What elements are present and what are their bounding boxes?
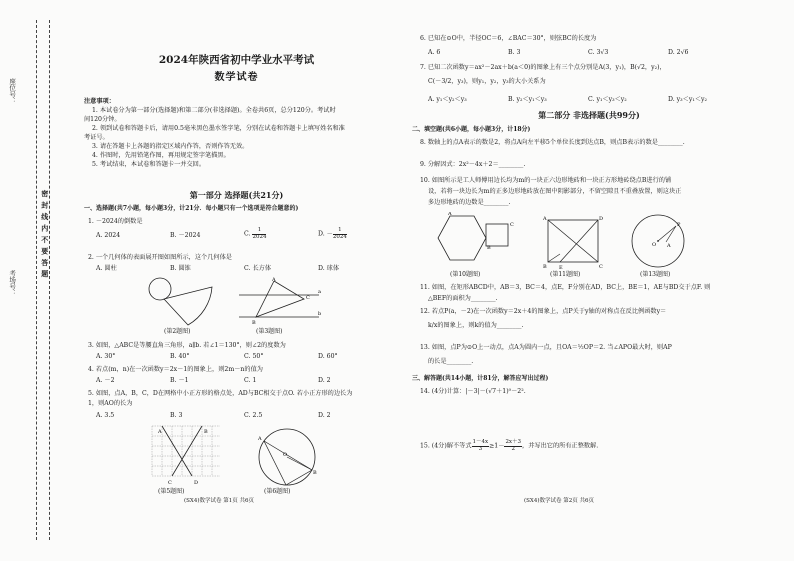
fig3-triangle-parallel bbox=[234, 275, 324, 327]
q2-option-d: D. 球体 bbox=[318, 265, 340, 272]
q7-option-d: D. y₃＜y₁＜y₂ bbox=[668, 96, 707, 103]
q4-option-b: B. －1 bbox=[170, 377, 189, 384]
q14-stem: 14. (4分)计算：|－3|－(√7＋1)⁰－2². bbox=[420, 388, 526, 395]
fig10-caption: (第10题图) bbox=[450, 271, 481, 278]
q4-option-a: A. －2 bbox=[96, 377, 115, 384]
q1-option-a: A. 2024 bbox=[96, 232, 121, 239]
q3-option-d: D. 60° bbox=[318, 353, 338, 360]
q13-line: 的长是________. bbox=[428, 358, 474, 365]
q7-option-b: B. y₂＜y₁＜y₃ bbox=[508, 96, 547, 103]
svg-text:A: A bbox=[258, 436, 262, 442]
fig5-grid bbox=[150, 424, 222, 486]
q5-option-d: D. 2 bbox=[318, 412, 331, 419]
exam-title: 2024年陕西省初中学业水平考试 bbox=[158, 54, 315, 66]
q11-line: △BEF的面积为________. bbox=[428, 295, 498, 302]
notes-heading: 注意事项： bbox=[84, 98, 115, 105]
q5-option-a: A. 3.5 bbox=[96, 412, 115, 419]
q5-option-b: B. 3 bbox=[170, 412, 183, 419]
page-footer-1: (SX4)数学试卷 第1页 共6页 bbox=[184, 498, 254, 504]
q2-option-a: A. 圆柱 bbox=[96, 265, 117, 272]
part1-heading: 第一部分 选择题(共21分) bbox=[189, 190, 284, 200]
q5-stem: 5. 如图，点A，B，C，D在网格中小正方形的格点处，AD与BC相交于点O. 若小正方形的边长为 bbox=[88, 390, 353, 397]
section1-heading: 一、选择题(共7小题，每小题3分，计21分．每小题只有一个选项是符合题意的) bbox=[84, 205, 299, 212]
svg-text:A: A bbox=[543, 216, 547, 222]
q13-line: 13. 如图，点P为⊙O上一动点，点A为圆内一点，且OA＝½OP＝2. 当∠APO最大时，则AP bbox=[420, 344, 672, 351]
page-footer-2: (SX4)数学试卷 第2页 共6页 bbox=[524, 498, 594, 504]
fig6-circle bbox=[256, 426, 318, 488]
q2-option-b: B. 圆锥 bbox=[170, 265, 191, 272]
note-line: 5. 考试结束，本试卷和答题卡一并交回。 bbox=[92, 161, 206, 168]
seal-warning: 密 封 线 内 不 要 答 题 bbox=[40, 190, 50, 279]
q5-option-c: C. 2.5 bbox=[244, 412, 263, 419]
q10-line: 多边形地砖的边数是________. bbox=[428, 199, 511, 206]
fig13-caption: (第13题图) bbox=[640, 271, 671, 278]
fig10-hexagon-square bbox=[430, 212, 530, 270]
q2-option-c: C. 长方体 bbox=[244, 265, 272, 272]
fig2-caption: (第2题图) bbox=[164, 328, 191, 335]
q12-line: 12. 若点P(a，－2)在一次函数y＝2x＋4的图象上，点P关于y轴的对称点在反比例函数y＝ bbox=[420, 308, 667, 315]
q5-stem-cont: 1，则AO的长为 bbox=[88, 400, 133, 407]
svg-text:O: O bbox=[283, 452, 288, 458]
seal-line-inner bbox=[49, 20, 50, 540]
q4-stem: 4. 若点(m，n)在一次函数y＝2x－1的图象上，则2m－n的值为 bbox=[88, 366, 263, 373]
q6-option-b: B. 3 bbox=[508, 49, 521, 56]
q8-stem: 8. 数轴上的点A表示的数是2，将点A向左平移5个单位长度到达点B，则点B表示的数是________. bbox=[420, 139, 685, 146]
q7-option-c: C. y₁＜y₃＜y₂ bbox=[588, 96, 627, 103]
fig2-cone-net bbox=[142, 275, 222, 327]
q6-option-a: A. 6 bbox=[428, 49, 441, 56]
q1-option-c: C. $\frac{1}{2024}$ bbox=[244, 227, 267, 240]
svg-text:C: C bbox=[306, 295, 310, 301]
svg-text:D: D bbox=[599, 216, 604, 222]
section3-heading: 三、解答题(共14小题，计81分，解答应写出过程) bbox=[412, 375, 549, 382]
fig13-circle bbox=[628, 212, 690, 270]
q3-option-b: B. 40° bbox=[170, 353, 190, 360]
svg-text:P: P bbox=[677, 222, 681, 228]
svg-text:C: C bbox=[599, 264, 603, 270]
svg-text:A: A bbox=[448, 212, 452, 217]
fig5-caption: (第5题图) bbox=[158, 488, 185, 495]
svg-text:E: E bbox=[559, 265, 563, 270]
q6-option-d: D. 2√6 bbox=[668, 49, 689, 56]
seal-line bbox=[36, 20, 37, 540]
fig3-caption: (第3题图) bbox=[256, 328, 283, 335]
q2-stem: 2. 一个几何体的表面展开图如图所示，这个几何体是 bbox=[88, 254, 232, 261]
q10-line: 10. 如图所示是工人师傅用边长均为m的一块正六边形地砖和一块正方形地砖绕点B进行的铺 bbox=[420, 177, 672, 184]
q3-option-a: A. 30° bbox=[96, 353, 116, 360]
svg-text:B: B bbox=[313, 470, 317, 476]
q1-option-b: B. －2024 bbox=[170, 232, 201, 239]
fig11-rectangle bbox=[542, 214, 604, 270]
q7-stem-cont: C(－3/2，y₃)，则y₁，y₂，y₃的大小关系为 bbox=[428, 78, 546, 85]
q6-option-c: C. 3√3 bbox=[588, 49, 609, 56]
note-line: 4. 作图时，先用铅笔作图，再用规定签字笔描黑。 bbox=[92, 152, 230, 159]
section2-heading: 二、填空题(共6小题，每小题3分，计18分) bbox=[412, 126, 531, 133]
binding-margin bbox=[0, 0, 62, 561]
note-line: 3. 请在答题卡上各题的指定区域内作答，否则作答无效。 bbox=[92, 143, 249, 150]
fig11-caption: (第11题图) bbox=[550, 271, 581, 278]
q12-line: k/x的图象上，则k的值为________. bbox=[428, 322, 524, 329]
svg-text:A: A bbox=[158, 429, 162, 435]
svg-text:a: a bbox=[318, 289, 321, 295]
q15-stem: 15. (4分)解不等式 $\frac{1-4x}{3}$ ≥1－ $\frac{2x+3}{2}$ ，并写出它的所有正整数解. bbox=[420, 439, 599, 452]
svg-text:A: A bbox=[667, 243, 671, 249]
note-line: 考证号。 bbox=[84, 134, 109, 141]
svg-text:B: B bbox=[204, 429, 208, 435]
q7-stem: 7. 已知二次函数y＝ax²－2ax＋b(a＜0)的图象上有三个点分别是A(3，y₁)，B(√2，y₂)， bbox=[420, 64, 666, 71]
q4-option-d: D. 2 bbox=[318, 377, 331, 384]
q3-option-c: C. 50° bbox=[244, 353, 264, 360]
q3-stem: 3. 如图，△ABC是等腰直角三角形，a∥b. 若∠1＝130°，则∠2的度数为 bbox=[88, 342, 286, 349]
svg-text:C: C bbox=[168, 480, 172, 486]
seat-label: 座位号： bbox=[8, 78, 17, 104]
q4-option-c: C. 1 bbox=[244, 377, 257, 384]
q9-stem: 9. 分解因式：2x²－4x＋2＝________. bbox=[420, 161, 526, 168]
note-line: 间120分钟。 bbox=[84, 116, 121, 123]
svg-text:C: C bbox=[510, 222, 514, 228]
part2-heading: 第二部分 非选择题(共99分) bbox=[538, 110, 640, 120]
svg-text:b: b bbox=[318, 311, 322, 317]
exam-room-label: 考场号： bbox=[8, 270, 17, 296]
svg-text:D: D bbox=[194, 480, 199, 486]
q1-option-d: D. － $\frac{1}{2024}$ bbox=[318, 227, 347, 240]
svg-text:O: O bbox=[652, 242, 657, 248]
exam-subtitle: 数学试卷 bbox=[214, 72, 259, 83]
q7-option-a: A. y₁＜y₂＜y₃ bbox=[428, 96, 467, 103]
note-line: 1. 本试卷分为第一部分(选择题)和第二部分(非选择题)。全卷共6页，总分120分。考试时 bbox=[92, 107, 336, 114]
q1-stem: 1. －2024的倒数是 bbox=[88, 218, 143, 225]
svg-text:B: B bbox=[252, 320, 256, 326]
note-line: 2. 领到试卷和答题卡后，请用0.5毫米黑色墨水签字笔，分别在试卷和答题卡上填写姓名和准 bbox=[92, 125, 345, 132]
q6-stem: 6. 已知在⊙O中，半径OC＝6，∠BAC＝30°，则弦BC的长度为 bbox=[420, 35, 597, 42]
svg-text:A: A bbox=[272, 277, 276, 283]
fig6-caption: (第6题图) bbox=[264, 488, 291, 495]
q11-line: 11. 如图，在矩形ABCD中，AB＝3，BC＝4，点E，F分别在AD，BC上，BE＝1，AE与BD交于点F. 则 bbox=[420, 284, 711, 291]
svg-text:B: B bbox=[487, 245, 491, 251]
svg-text:B: B bbox=[543, 264, 547, 270]
q10-line: 设，若将一块边长为m的正多边形地砖放在图中阴影部分，不留空隙且不重叠放置，则这块正 bbox=[428, 188, 682, 195]
